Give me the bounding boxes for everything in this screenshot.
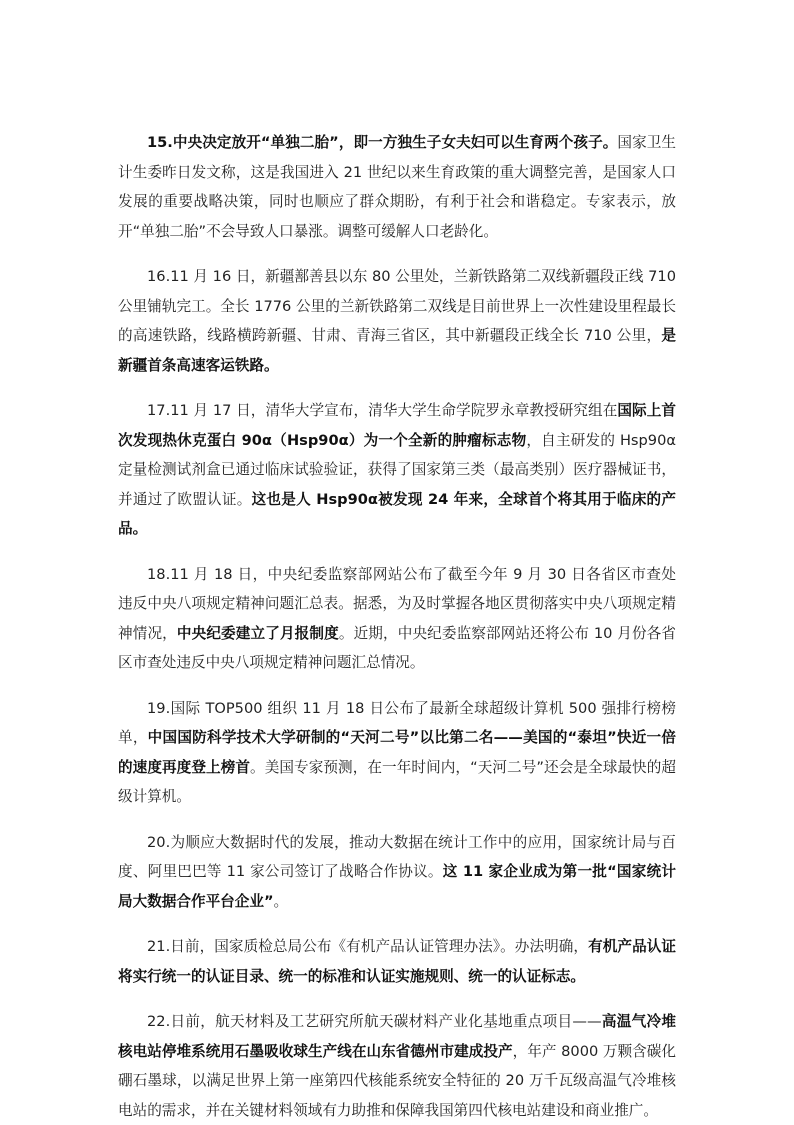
item-19-body: 。美国专家预测，在一年时间内，“天河二号”还会是全球最快的超级计算机。 [118,758,676,805]
item-19-highlight: 中国国防科学技术大学研制的“天河二号”以比第二名——美国的“泰坦”快近一倍的速度再度登上榜首 [118,729,676,776]
item-18-body: 。近期，中央纪委监察部网站还将公布 10 月份各省区市查处违反中央八项规定精神问题汇总情况。 [118,624,676,671]
news-item-22 [118,1007,676,1125]
item-17-conclusion: 这也是人 Hsp90α被发现 24 年来，全球首个将其用于临床的产品。 [118,490,676,537]
item-20-end: 。 [273,892,289,910]
item-15-body: 国家卫生计生委昨日发文称，这是我国进入 21 世纪以来生育政策的重大调整完善，是国家人口发展的重要战略决策，同时也顺应了群众期盼，有利于社会和谐稳定。专家表示，放开“单独二胎”不会导致人口暴涨。调整可缓解人口老龄化。 [118,134,676,240]
news-item-16 [118,262,676,380]
item-16-highlight: 是新疆首条高速客运铁路。 [118,327,676,374]
item-18-intro: 18.11 月 18 日，中央纪委监察部网站公布了截至今年 9 月 30 日各省区市查处违反中央八项规定精神问题汇总表。据悉，为及时掌握各地区贯彻落实中央八项规定精神情况， [118,565,676,642]
item-17-body: ，自主研发的 Hsp90α定量检测试剂盒已通过临床试验验证，获得了国家第三类（最高类别）医疗器械证书，并通过了欧盟认证。 [118,431,676,508]
item-20-highlight: 这 11 家企业成为第一批“国家统计局大数据合作平台企业” [118,863,676,910]
item-19-intro: 19.国际 TOP500 组织 11 月 18 日公布了最新全球超级计算机 500 强排行榜榜单， [118,699,676,746]
news-item-21 [118,932,676,991]
item-20-intro: 20.为顺应大数据时代的发展，推动大数据在统计工作中的应用，国家统计局与百度、阿里巴巴等 11 家公司签订了战略合作协议。 [118,833,676,880]
news-item-15 [118,128,676,246]
news-item-18 [118,560,676,678]
item-16-body: 16.11 月 16 日，新疆鄯善县以东 80 公里处，兰新铁路第二双线新疆段正线 710 公里铺轨完工。全长 1776 公里的兰新铁路第二双线是目前世界上一次性建设里程最长的高速铁路，线路横跨新疆、甘肃、青海三省区，其中新疆段正线全长 710 公里， [118,268,676,344]
news-item-19 [118,694,676,812]
news-item-17 [118,396,676,544]
item-17-intro: 17.11 月 17 日，清华大学宣布，清华大学生命学院罗永章教授研究组在 [147,402,618,419]
news-item-20 [118,828,676,917]
item-22-body: ，年产 8000 万颗含碳化硼石墨球，以满足世界上第一座第四代核能系统安全特征的 20 万千瓦级高温气冷堆核电站的需求，并在关键材料领域有力助推和保障我国第四代核电站建设和商业推广。 [118,1042,676,1119]
item-18-highlight: 中央纪委建立了月报制度 [176,624,339,642]
item-17-highlight: 国际上首次发现热休克蛋白 90α（Hsp90α）为一个全新的肿瘤标志物 [118,402,676,449]
item-21-intro: 21.日前，国家质检总局公布《有机产品认证管理办法》。办法明确， [147,938,589,955]
item-15-headline: 15.中央决定放开“单独二胎”，即一方独生子女夫妇可以生育两个孩子。 [147,134,618,151]
item-21-highlight: 有机产品认证将实行统一的认证目录、统一的标准和认证实施规则、统一的认证标志。 [118,938,676,985]
item-22-highlight: 高温气冷堆核电站停堆系统用石墨吸收球生产线在山东省德州市建成投产 [118,1013,676,1060]
item-22-intro: 22.日前，航天材料及工艺研究所航天碳材料产业化基地重点项目—— [147,1013,602,1030]
